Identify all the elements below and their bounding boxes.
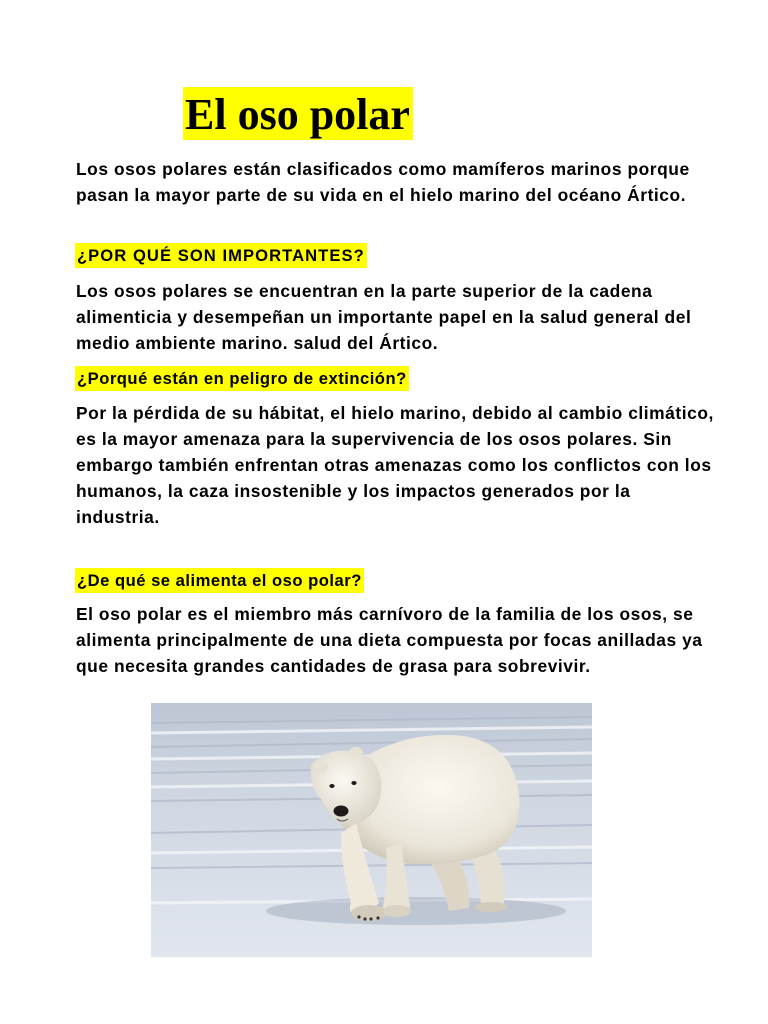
heading-importance: ¿POR QUÉ SON IMPORTANTES? (75, 243, 367, 268)
document-title: El oso polar (183, 87, 413, 140)
diet-paragraph: El oso polar es el miembro más carnívoro de la familia de los osos, se alimenta principalmente de una dieta compuesta por focas anilladas ya que necesita grandes cantidades de grasa para sobrevivir. (76, 604, 703, 676)
heading-extinction: ¿Porqué están en peligro de extinción? (75, 366, 409, 391)
intro-paragraph: Los osos polares están clasificados como mamíferos marinos porque pasan la mayor parte de su vida en el hielo marino del océano Ártico. (76, 159, 690, 205)
polar-bear-photo (151, 703, 592, 957)
heading-diet: ¿De qué se alimenta el oso polar? (75, 568, 364, 593)
importance-paragraph: Los osos polares se encuentran en la parte superior de la cadena alimenticia y desempeñan un importante papel en la salud general del medio ambiente marino. salud del Ártico. (76, 281, 692, 353)
extinction-paragraph: Por la pérdida de su hábitat, el hielo marino, debido al cambio climático, es la mayor amenaza para la supervivencia de los osos polares. Sin embargo también enfrentan otras amenazas como los conflictos con los humanos, la caza insostenible y los impactos generados por la industria. (76, 403, 714, 527)
